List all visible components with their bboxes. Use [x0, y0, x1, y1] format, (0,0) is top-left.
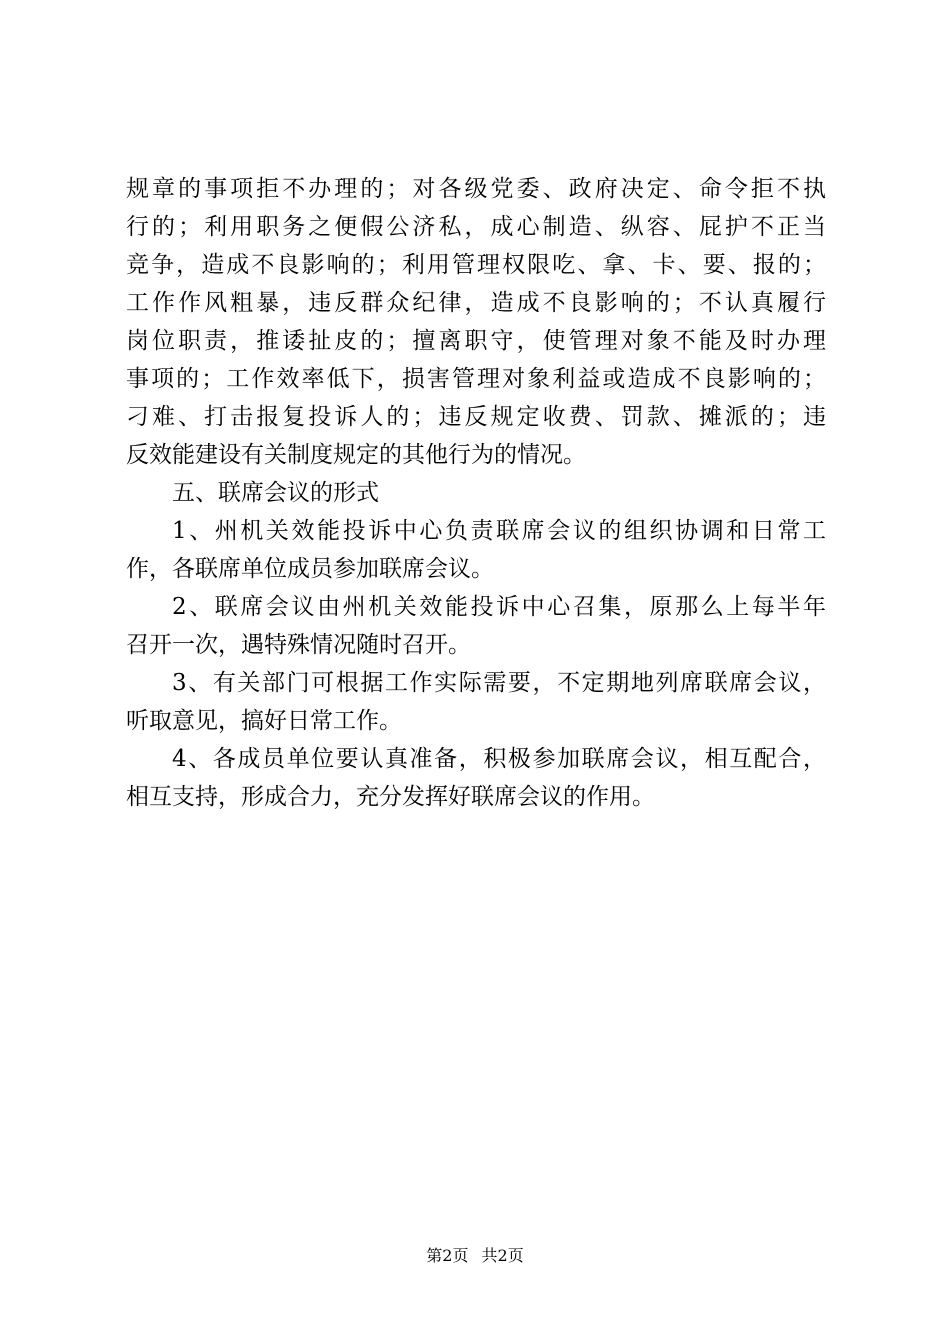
- body-line: 听取意见，搞好日常工作。: [126, 708, 402, 734]
- body-line: 竞争，造成不良影响的；利用管理权限吃、拿、卡、要、报的；: [126, 252, 826, 278]
- page-footer: [0, 1244, 950, 1268]
- body-line: 刁难、打击报复投诉人的；违反规定收费、罚款、摊派的；违: [126, 404, 826, 430]
- body-line: 行的；利用职务之便假公济私，成心制造、纵容、屁护不正当: [126, 214, 826, 240]
- body-line: 事项的；工作效率低下，损害管理对象利益或造成不良影响的；: [126, 366, 826, 392]
- body-line: 规章的事项拒不办理的；对各级党委、政府决定、命令拒不执: [126, 176, 826, 202]
- page-number-total: 共2页: [481, 1246, 524, 1265]
- body-line: 3、有关部门可根据工作实际需要，不定期地列席联席会议，: [172, 670, 826, 696]
- body-line: 工作作风粗暴，违反群众纪律，造成不良影响的；不认真履行: [126, 290, 826, 316]
- body-line: 反效能建设有关制度规定的其他行为的情况。: [126, 442, 586, 468]
- body-line: 4、各成员单位要认真准备，积极参加联席会议，相互配合，: [172, 746, 826, 772]
- body-line: 召开一次，遇特殊情况随时召开。: [126, 632, 471, 658]
- body-line: 2、联席会议由州机关效能投诉中心召集，原那么上每半年: [172, 594, 826, 620]
- body-line: 岗位职责，推诿扯皮的；擅离职守，使管理对象不能及时办理: [126, 328, 826, 354]
- section-heading: 五、联席会议的形式: [172, 480, 379, 506]
- document-body: [126, 170, 826, 816]
- body-line: 1、州机关效能投诉中心负责联席会议的组织协调和日常工: [172, 518, 826, 544]
- body-line: 作，各联席单位成员参加联席会议。: [126, 556, 494, 582]
- body-line: 相互支持，形成合力，充分发挥好联席会议的作用。: [126, 784, 655, 810]
- page-number-current: 第2页: [426, 1246, 469, 1265]
